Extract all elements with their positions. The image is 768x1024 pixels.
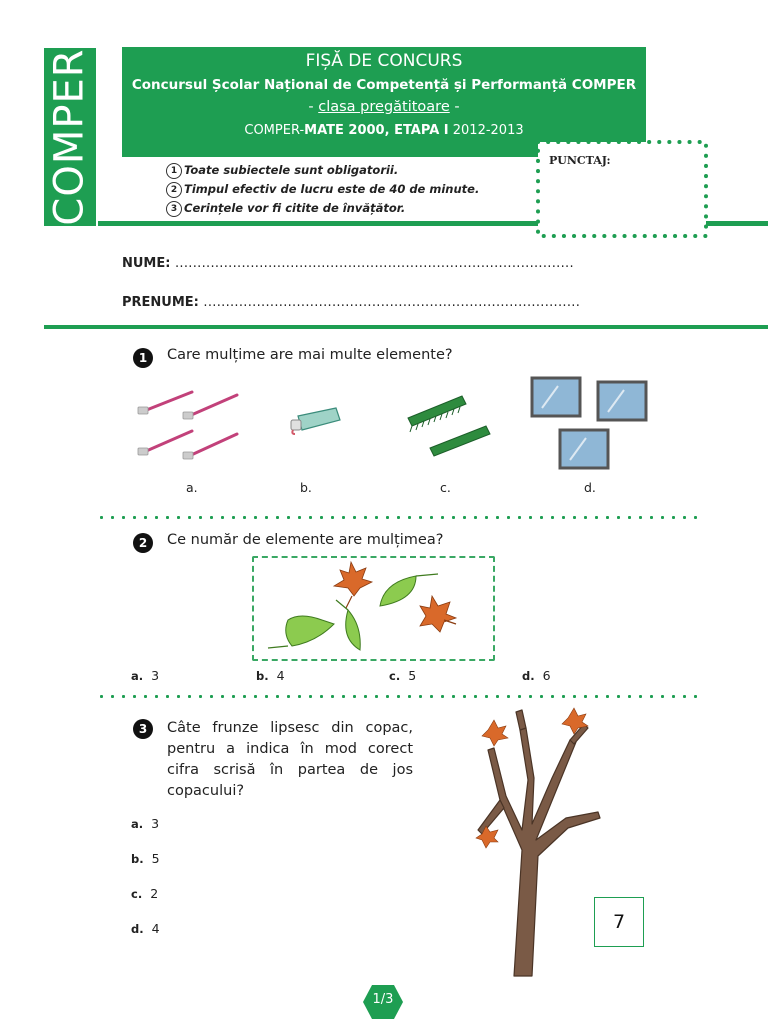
option-letter: d. [131,922,144,936]
option-letter: d. [522,669,535,683]
combs-illustration [404,388,496,458]
rule-item [166,180,479,199]
frames-illustration [528,374,652,472]
score-label: PUNCTAJ: [549,154,611,167]
option-c[interactable] [131,886,158,901]
tree-illustration [470,700,610,978]
option-value: 4 [276,668,285,683]
edition-year: 2012-2013 [448,123,524,138]
toothpaste-illustration [288,406,346,436]
option-d[interactable]: d. [584,480,596,495]
option-value: 5 [408,668,417,683]
option-a[interactable] [131,668,159,683]
comper-logo [44,48,96,226]
name-field[interactable] [122,256,574,271]
rule-number: 1 [166,163,182,179]
option-value: 2 [150,886,159,901]
header-class [122,99,646,115]
option-value: 5 [151,851,160,866]
dotted-separator [96,516,700,519]
option-letter: a. [131,817,144,831]
option-b[interactable] [131,851,160,866]
option-value: 3 [151,816,160,831]
option-c[interactable] [389,668,416,683]
section-divider [44,325,768,329]
rule-text: Cerințele vor fi citite de învățător. [184,201,406,215]
rule-number: 3 [166,201,182,217]
option-letter: a. [131,669,144,683]
option-letter: b. [256,669,269,683]
option-d[interactable] [131,921,160,936]
rule-item [166,161,479,180]
header-title: FIȘĂ DE CONCURS [305,51,463,71]
leaves-illustration [256,560,491,657]
surname-field[interactable] [122,295,580,310]
option-letter: c. [389,669,401,683]
option-c[interactable]: c. [440,480,451,495]
option-value: 4 [151,921,160,936]
question-text: Care mulțime are mai multe elemente? [167,347,453,363]
class-prefix: - [308,99,319,115]
name-label: NUME: [122,256,171,271]
toothbrushes-illustration [134,386,246,462]
rule-item [166,199,479,218]
edition-prefix: COMPER- [244,123,305,138]
rule-text: Timpul efectiv de lucru este de 40 de minute. [184,182,480,196]
option-letter: b. [131,852,144,866]
edition-bold: MATE 2000, ETAPA I [304,123,449,138]
dotted-separator [96,695,700,698]
option-value: 3 [151,668,160,683]
option-letter: c. [131,887,143,901]
question-number: 2 [133,533,153,553]
class-suffix: - [449,99,460,115]
question-number: 3 [133,719,153,739]
option-a[interactable]: a. [186,480,198,495]
question-number: 1 [133,348,153,368]
option-value: 6 [542,668,551,683]
option-d[interactable] [522,668,551,683]
rules-list [166,161,479,218]
question-text: Ce număr de elemente are mulțimea? [167,532,444,548]
logo-text: COMPER [47,48,93,226]
question-text: Câte frunze lipsesc din copac, pentru a indica în mod corect cifra scrisă în partea de jos copacului? [167,720,413,799]
surname-label: PRENUME: [122,295,199,310]
page-number: 1/3 [372,992,394,1007]
header-edition [122,123,646,138]
header-subtitle: Concursul Școlar Național de Competență și Performanță COMPER [131,77,637,93]
class-name: clasa pregătitoare [318,99,450,115]
rule-text: Toate subiectele sunt obligatorii. [184,163,399,177]
surname-dots: ..................................................................................... [203,295,581,310]
option-b[interactable] [256,668,285,683]
name-dots: .......................................................................................... [174,256,574,271]
rule-number: 2 [166,182,182,198]
tree-number-box: 7 [594,897,644,947]
option-b[interactable]: b. [300,480,312,495]
option-a[interactable] [131,816,159,831]
